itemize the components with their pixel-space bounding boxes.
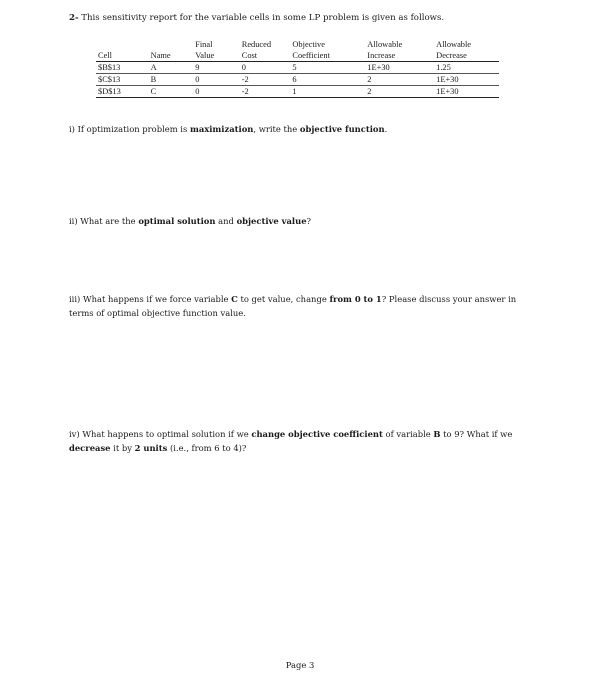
table-cell: 1.25 <box>434 62 499 74</box>
header-top-objective: Objective <box>292 40 325 49</box>
question-4-text: iv) What happens to optimal solution if we <box>69 429 252 439</box>
table-cell: $D$13 <box>96 86 149 98</box>
question-4-bold: decrease <box>69 443 111 453</box>
header-decrease: Decrease <box>434 50 499 62</box>
header-top-final: Final <box>195 40 213 49</box>
header-value: Value <box>193 50 240 62</box>
header-increase: Increase <box>365 50 434 62</box>
header-top-allowable-decrease: Allowable <box>436 40 472 49</box>
question-1-bold: maximization <box>189 124 254 134</box>
question-3 <box>69 292 534 320</box>
question-2 <box>69 214 534 228</box>
question-2-text: and <box>215 216 237 226</box>
question-3-bold: from 0 to 1 <box>329 294 382 304</box>
problem-intro-text: This sensitivity report for the variable cells in some LP problem is given as follows. <box>81 13 445 23</box>
problem-number: 2- <box>69 13 79 23</box>
question-2-bold: objective value <box>236 216 307 226</box>
question-1-bold: objective function <box>299 124 385 134</box>
header-cell: Cell <box>96 50 149 62</box>
table-header-row-top <box>96 38 499 50</box>
question-3-text: iii) What happens if we force variable <box>69 294 232 304</box>
question-3-text: ? Please discuss your answer in terms of optimal objective function value. <box>69 294 517 318</box>
table-cell: A <box>149 62 194 74</box>
header-cost: Cost <box>240 50 291 62</box>
table-cell: 0 <box>193 86 240 98</box>
question-1-text: . <box>384 124 388 134</box>
table-cell: 5 <box>290 62 365 74</box>
question-1-text: i) If optimization problem is <box>69 124 190 134</box>
question-2-text: ii) What are the <box>69 216 139 226</box>
table-cell: 1E+30 <box>365 62 434 74</box>
question-4-bold: B <box>433 429 441 439</box>
table-row <box>96 62 499 74</box>
question-4-text: to 9? What if we <box>440 429 513 439</box>
question-3-bold: C <box>231 294 238 304</box>
question-2-bold: optimal solution <box>138 216 216 226</box>
table-cell: 9 <box>193 62 240 74</box>
table-cell: 1E+30 <box>434 86 499 98</box>
question-4 <box>69 427 534 455</box>
question-4-text: it by <box>110 443 135 453</box>
table-cell: 2 <box>365 74 434 86</box>
table-cell: 6 <box>290 74 365 86</box>
table-cell: $B$13 <box>96 62 149 74</box>
question-4-bold: change objective coefficient <box>251 429 383 439</box>
table-cell: C <box>149 86 194 98</box>
question-3-text: to get value, change <box>237 294 330 304</box>
question-1 <box>69 122 534 136</box>
table-cell: 0 <box>240 62 291 74</box>
table-cell: -2 <box>240 74 291 86</box>
header-top-reduced: Reduced <box>241 40 272 49</box>
table-row <box>96 74 499 86</box>
header-coefficient: Coefficient <box>290 50 365 62</box>
sensitivity-report-table <box>96 38 499 98</box>
question-4-text: of variable <box>382 429 434 439</box>
table-cell: -2 <box>240 86 291 98</box>
header-top-allowable-increase: Allowable <box>367 40 403 49</box>
question-1-text: , write the <box>253 124 300 134</box>
header-name: Name <box>149 50 194 62</box>
header-top-name <box>149 38 194 50</box>
table-cell: 1 <box>290 86 365 98</box>
page-number: Page 3 <box>285 660 315 670</box>
question-4-bold: 2 units <box>134 443 168 453</box>
problem-heading <box>69 13 444 23</box>
question-2-text: ? <box>306 216 312 226</box>
table-cell: 0 <box>193 74 240 86</box>
table-cell: $C$13 <box>96 74 149 86</box>
table-cell: 2 <box>365 86 434 98</box>
table-header-row-bottom <box>96 50 499 62</box>
table-row <box>96 86 499 98</box>
question-4-text: (i.e., from 6 to 4)? <box>167 443 247 453</box>
header-top-cell <box>96 38 149 50</box>
table-cell: 1E+30 <box>434 74 499 86</box>
table-cell: B <box>149 74 194 86</box>
